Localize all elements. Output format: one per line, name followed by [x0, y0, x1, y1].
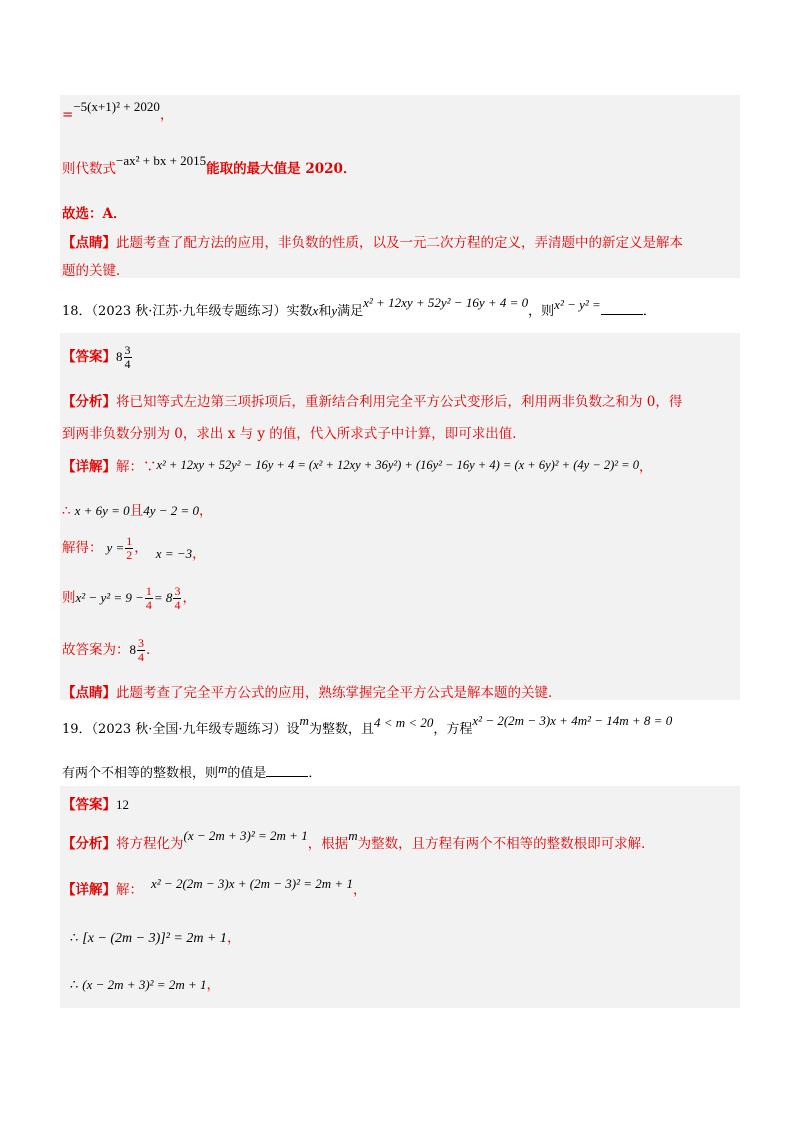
math-expression: −ax² + bx + 2015 — [116, 153, 207, 168]
question-number: 18． — [62, 304, 92, 319]
note-line — [62, 231, 683, 251]
question-19-line-2 — [62, 762, 321, 781]
calc-line — [62, 585, 196, 612]
math-expression: x² − 2(2m − 3)x + (2m − 3)² = 2m + 1 — [151, 876, 353, 891]
math-expression: x + 6y = 0 — [74, 503, 130, 518]
punct: ， — [199, 503, 213, 519]
text: 实数 — [286, 304, 313, 319]
var: m — [299, 713, 309, 728]
analysis-line-1 — [62, 390, 682, 410]
punct: ． — [308, 766, 322, 781]
step-line-1 — [62, 99, 174, 123]
var: m — [348, 828, 358, 843]
punct: ， — [638, 459, 653, 475]
var: x — [312, 303, 319, 318]
question-19 — [62, 713, 673, 737]
math-expression: (x − 2m + 3)² = 2m + 1 — [82, 977, 207, 992]
detail-tag: 【详解】 — [62, 882, 116, 898]
therefore-symbol: ∴ — [70, 977, 79, 992]
fraction — [145, 585, 153, 612]
math-expression: x² − y² = — [554, 297, 601, 312]
text: 和 — [318, 304, 332, 319]
punct: ， — [182, 590, 196, 606]
math-expression: x = −3 — [155, 546, 193, 561]
analysis-line-2: 到两非负数分别为 0，求出 x 与 y 的值，代入所求式子中计算，即可求出值． — [62, 426, 526, 442]
note-line-2: 题的关键． — [62, 263, 130, 279]
denominator: 4 — [124, 357, 131, 371]
text: 则代数式 — [62, 161, 116, 177]
math-expression: −5(x+1)² + 2020 — [73, 99, 160, 114]
punct: ， — [192, 546, 206, 562]
text: ，方程 — [433, 722, 473, 737]
analysis-tag: 【分析】 — [62, 836, 116, 852]
text: 解得： — [62, 540, 103, 556]
punct: ， — [134, 540, 148, 556]
math-expression: = 8 — [153, 590, 173, 605]
numerator: 3 — [138, 636, 144, 650]
text: 解： — [116, 882, 143, 898]
fraction — [137, 637, 145, 664]
text: 解：∵ — [116, 459, 157, 475]
numerator: 3 — [174, 584, 181, 598]
text: ，则 — [528, 304, 555, 319]
text: 为整数，且方程有两个不相等的整数根即可求解． — [357, 836, 655, 852]
fraction — [125, 535, 133, 562]
mixed-whole: 8 — [116, 349, 123, 364]
denominator: 2 — [126, 548, 133, 562]
choice-line: 故选：A． — [62, 206, 127, 222]
question-source: （2023 秋·江苏·九年级专题练习） — [91, 304, 287, 319]
numerator: 1 — [126, 534, 133, 548]
mixed-whole: 8 — [129, 642, 136, 657]
answer-line — [62, 793, 129, 813]
final-answer-line — [62, 637, 160, 664]
text: 故答案为： — [62, 642, 130, 658]
math-expression: x² + 12xy + 52y² − 16y + 4 = 0 — [363, 295, 529, 310]
text: 则 — [62, 590, 76, 606]
denominator: 4 — [174, 598, 181, 612]
punct: ， — [226, 930, 241, 946]
math-expression: x² − y² = 9 − — [75, 590, 144, 605]
text: 且 — [129, 503, 144, 519]
fraction — [173, 585, 181, 612]
text: 设 — [286, 722, 300, 737]
math-expression: y = — [106, 540, 125, 555]
text: 为整数，且 — [308, 722, 374, 737]
answer-value: 12 — [116, 797, 129, 812]
punct: ， — [206, 977, 220, 993]
punct: ， — [352, 882, 367, 898]
text: 满足 — [337, 304, 364, 319]
note-line — [62, 681, 562, 701]
solve-line — [62, 535, 206, 562]
note-tag: 【点睛】 — [62, 235, 116, 251]
fraction — [124, 344, 132, 371]
punct: ． — [642, 304, 656, 319]
var: m — [218, 761, 228, 776]
therefore-symbol: ∴ — [70, 930, 79, 945]
math-expression: 4 < m < 20 — [373, 715, 434, 730]
math-expression: x² − 2(2m − 3)x + 4m² − 14m + 8 = 0 — [472, 713, 673, 728]
var: y — [331, 303, 338, 318]
equals-sign: = — [62, 107, 74, 123]
text: 将方程化为 — [116, 836, 184, 852]
numerator: 1 — [145, 584, 152, 598]
note-tag: 【点睛】 — [62, 685, 116, 701]
math-expression: [x − (2m − 3)]² = 2m + 1 — [82, 931, 227, 946]
answer-blank — [266, 764, 308, 777]
therefore-line — [62, 499, 213, 519]
question-number: 19． — [62, 722, 92, 737]
answer-tag: 【答案】 — [62, 349, 116, 365]
denominator: 4 — [145, 598, 152, 612]
math-expression: (x − 2m + 3)² = 2m + 1 — [183, 828, 308, 843]
detail-line — [62, 455, 652, 475]
note-text: 此题考查了完全平方公式的应用，熟练掌握完全平方公式是解本题的关键． — [116, 685, 562, 701]
numerator: 3 — [124, 343, 131, 357]
analysis-tag: 【分析】 — [62, 394, 116, 410]
text: 的值是 — [227, 766, 267, 781]
punct: ． — [146, 642, 160, 658]
question-18 — [62, 295, 656, 319]
note-text: 此题考查了配方法的应用，非负数的性质，以及一元二次方程的定义，弄清题中的新定义是解本 — [116, 235, 683, 251]
therefore-symbol: ∴ — [62, 503, 71, 519]
detail-tag: 【详解】 — [62, 459, 116, 475]
step-line — [70, 973, 220, 993]
denominator: 4 — [138, 650, 144, 664]
text: 有两个不相等的整数根，则 — [62, 766, 219, 781]
analysis-text: 将已知等式左边第三项拆项后，重新结合利用完全平方公式变形后，利用两非负数之和为 0，得 — [116, 394, 683, 410]
analysis-line — [62, 828, 655, 852]
math-expression: 4y − 2 = 0 — [143, 503, 200, 518]
math-expression: x² + 12xy + 52y² − 16y + 4 = (x² + 12xy + 36y²) + (16y² − 16y + 4) = (x + 6y)² + (4y − 2)² = 0 — [156, 458, 639, 472]
detail-line — [62, 878, 366, 898]
answer-blank — [601, 302, 643, 315]
text: ，根据 — [307, 836, 349, 852]
text: 能取的最大值是 2020． — [206, 161, 357, 177]
punct: ， — [159, 107, 174, 123]
step-line-2 — [62, 153, 357, 177]
question-source: （2023 秋·全国·九年级专题练习） — [91, 722, 287, 737]
answer-tag: 【答案】 — [62, 797, 116, 813]
answer-line — [62, 344, 133, 371]
step-line — [70, 926, 240, 947]
